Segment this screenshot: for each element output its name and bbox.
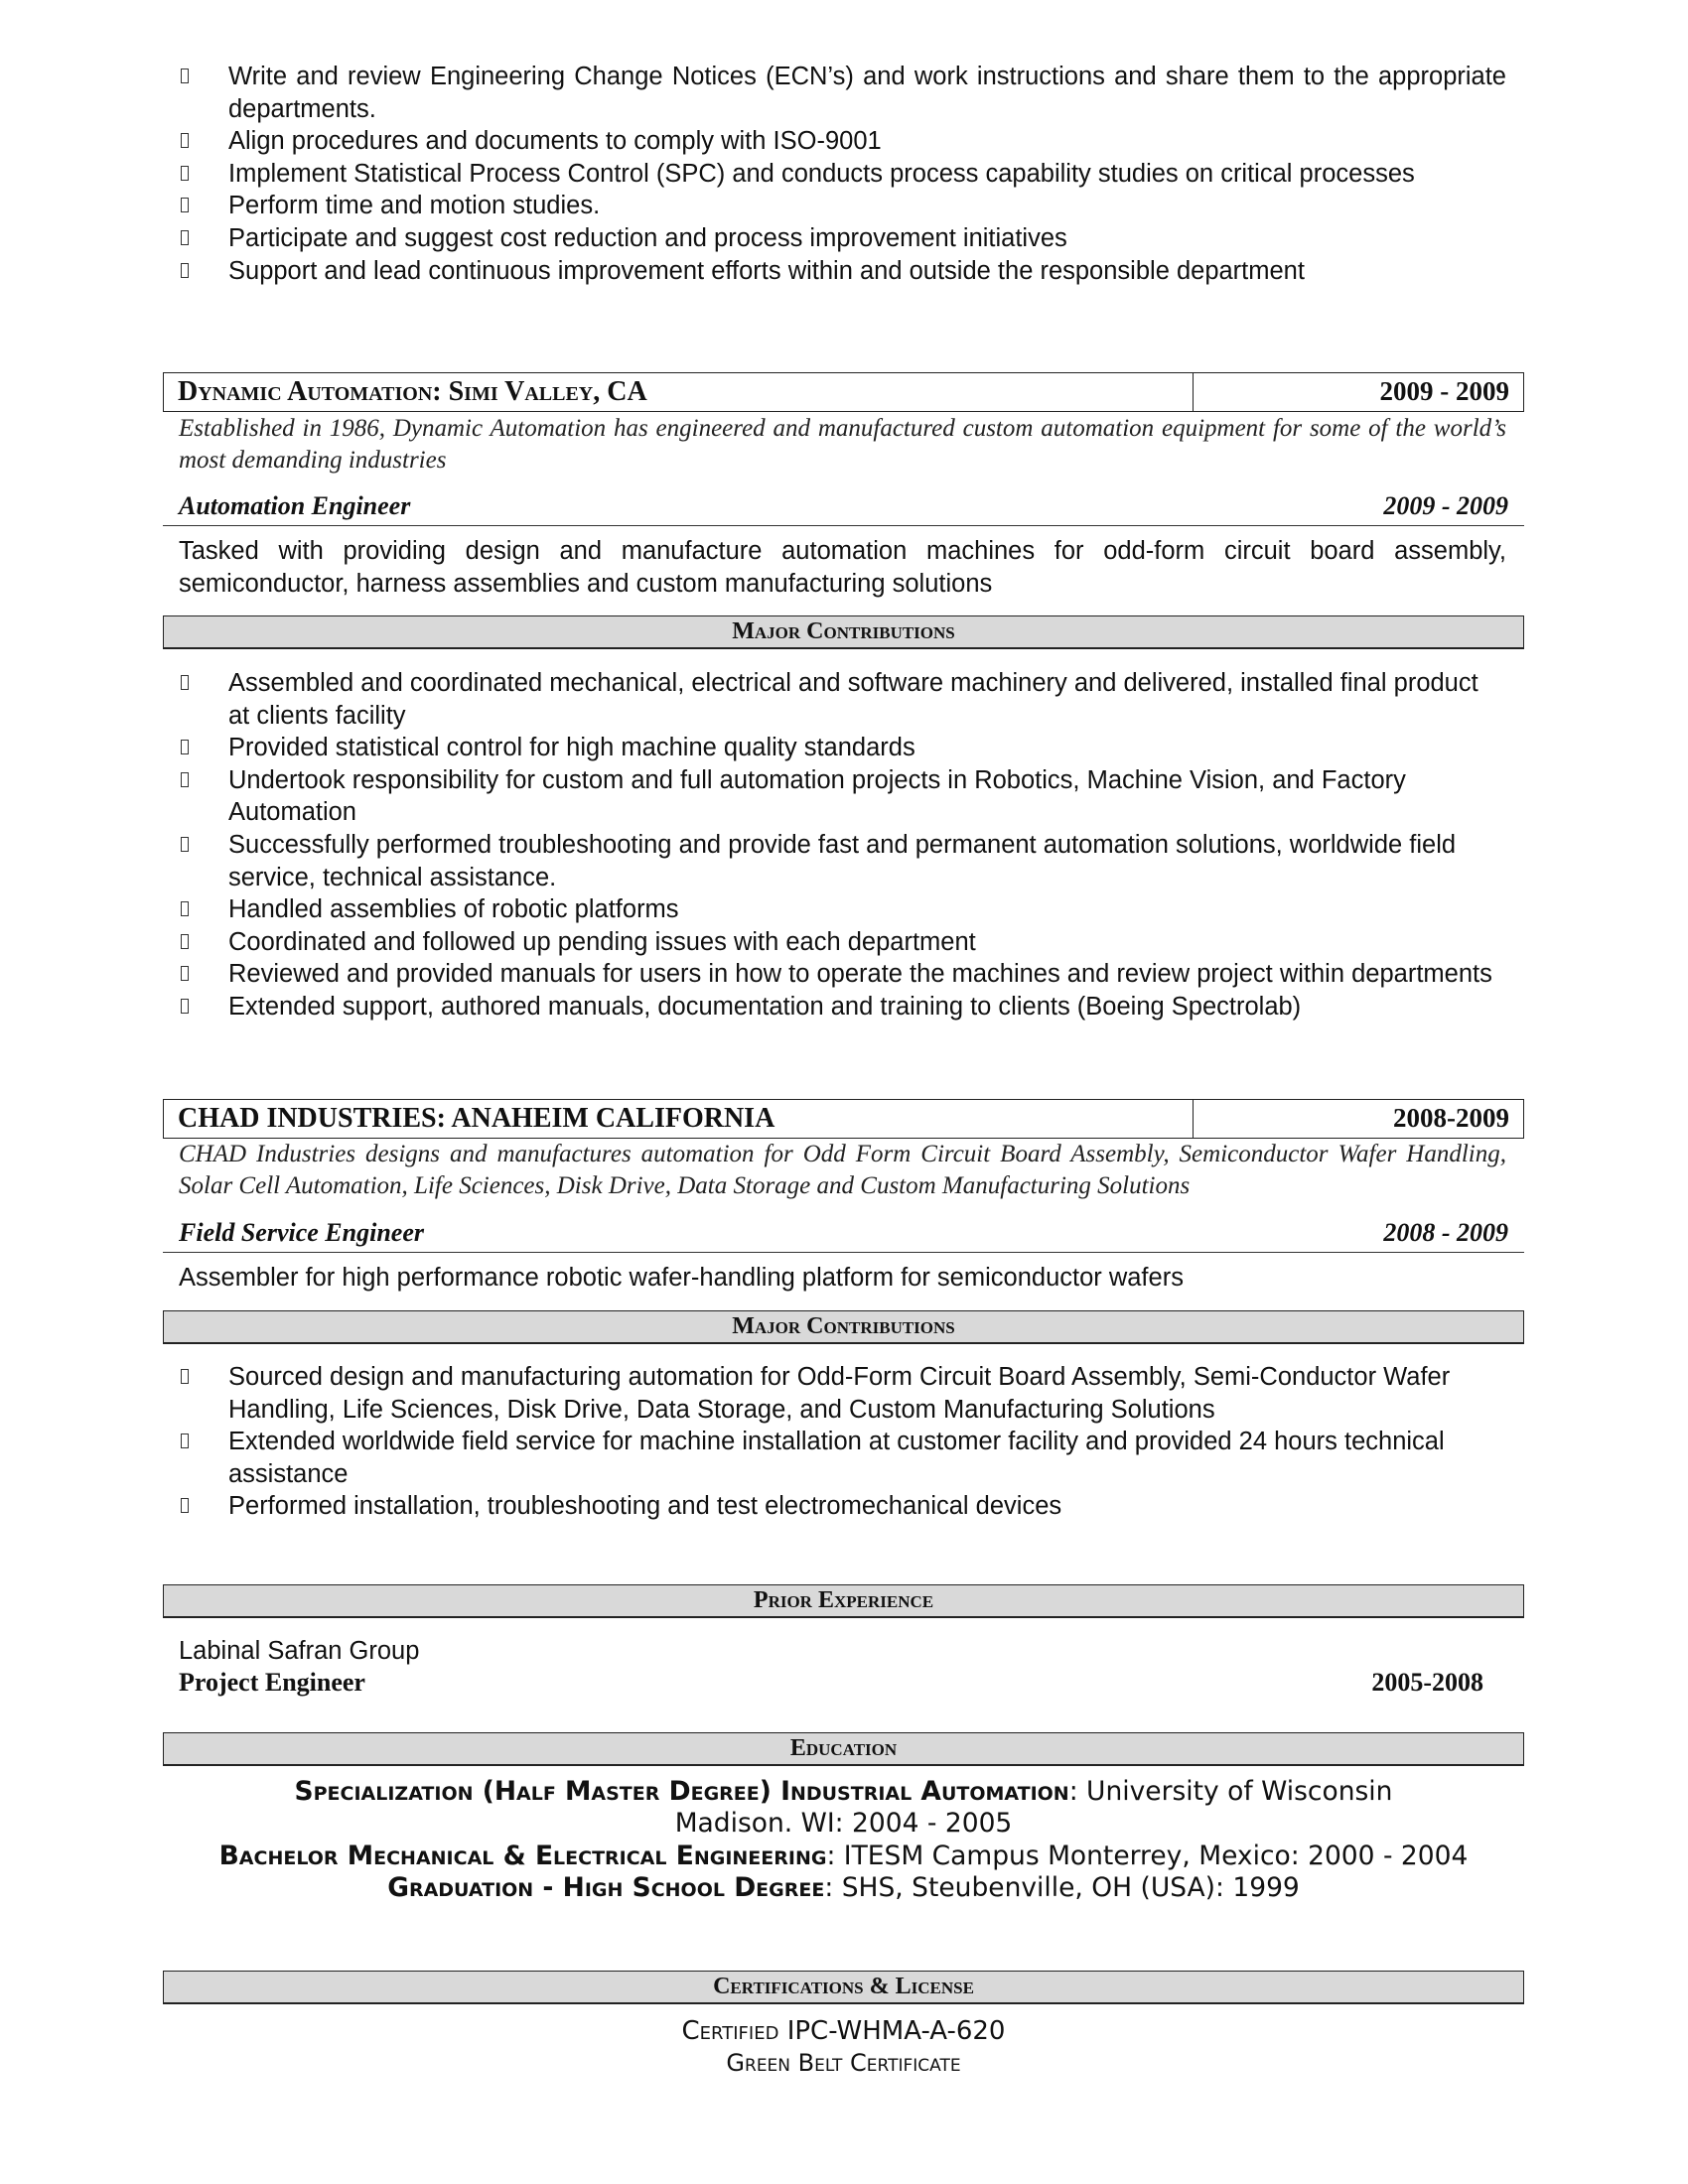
bullet-text: Implement Statistical Process Control (SPC) and conducts process capability studies on critical processes bbox=[228, 159, 1415, 188]
bullet-text: Assembled and coordinated mechanical, electrical and software machinery and delivered, installed final product at clients facility bbox=[228, 669, 1478, 730]
bullet-item bbox=[163, 893, 1506, 926]
bullet-item bbox=[163, 1490, 1506, 1523]
bullet-text: Extended worldwide field service for machine installation at customer facility and provided 24 hours technical assistance bbox=[228, 1428, 1445, 1488]
bullet-text: Sourced design and manufacturing automation for Odd-Form Circuit Board Assembly, Semi-Conductor Wafer Handling, Life Sciences, Disk Drive, Data Storage, and Custom Manufacturing Solutions bbox=[228, 1363, 1451, 1424]
section-bar-education: Education bbox=[163, 1732, 1524, 1766]
bullet-item bbox=[163, 222, 1506, 255]
bullet-item bbox=[163, 958, 1506, 991]
certification-item: Green Belt Certificate bbox=[726, 2049, 961, 2077]
bullet-item bbox=[163, 926, 1506, 959]
bullet-icon bbox=[181, 901, 189, 916]
prior-company: Labinal Safran Group bbox=[179, 1637, 420, 1665]
role-years: 2009 - 2009 bbox=[1383, 491, 1508, 520]
bullet-icon bbox=[181, 230, 189, 245]
company-header-chad bbox=[163, 1099, 1524, 1139]
chad-bullet-list bbox=[163, 1361, 1506, 1523]
bullet-item bbox=[163, 61, 1506, 125]
bullet-icon bbox=[181, 772, 189, 787]
bullet-text: Undertook responsibility for custom and full automation projects in Robotics, Machine Vision, and Factory Automation bbox=[228, 765, 1406, 827]
bullet-icon bbox=[181, 675, 189, 690]
education-entry bbox=[163, 1872, 1524, 1904]
certification-item: Certified IPC-WHMA-A-620 bbox=[681, 2016, 1006, 2046]
bullet-icon bbox=[181, 68, 189, 83]
education-entry bbox=[163, 1841, 1524, 1872]
bullet-text: Write and review Engineering Change Notices (ECN’s) and work instructions and share them to the appropriate departments. bbox=[228, 63, 1506, 123]
bullet-item bbox=[163, 125, 1506, 158]
bullet-text: Participate and suggest cost reduction and process improvement initiatives bbox=[228, 223, 1067, 252]
company-header-dynamic bbox=[163, 372, 1524, 412]
bullet-text: Handled assemblies of robotic platforms bbox=[228, 895, 679, 924]
bullet-icon bbox=[181, 133, 189, 148]
company-name: CHAD INDUSTRIES: ANAHEIM CALIFORNIA bbox=[164, 1100, 1194, 1138]
bullet-icon bbox=[181, 740, 189, 754]
role-title: Field Service Engineer bbox=[179, 1218, 424, 1247]
bullet-icon bbox=[181, 966, 189, 981]
bullet-icon bbox=[181, 1433, 189, 1448]
degree-detail: : SHS, Steubenville, OH (USA): 1999 bbox=[824, 1872, 1300, 1904]
bullet-icon bbox=[181, 1369, 189, 1384]
top-bullet-list bbox=[163, 61, 1506, 287]
bullet-item bbox=[163, 190, 1506, 222]
dynamic-bullet-list bbox=[163, 667, 1506, 1024]
bullet-text: Performed installation, troubleshooting and test electromechanical devices bbox=[228, 1492, 1062, 1521]
degree: Bachelor Mechanical & Electrical Engineering bbox=[218, 1840, 827, 1871]
role-line bbox=[163, 489, 1524, 526]
bullet-icon bbox=[181, 1498, 189, 1513]
degree: Graduation - High School Degree bbox=[387, 1872, 825, 1904]
bullet-text: Successfully performed troubleshooting and provide fast and permanent automation solutions, worldwide field service, technical assistance. bbox=[228, 830, 1457, 891]
prior-role: Project Engineer bbox=[179, 1668, 365, 1697]
bullet-item bbox=[163, 1426, 1506, 1490]
degree: Specialization (Half Master Degree) Industrial Automation bbox=[294, 1776, 1069, 1807]
education-list bbox=[163, 1776, 1524, 1905]
company-description: Established in 1986, Dynamic Automation has engineered and manufactured custom automation equipment for some of the world’s most demanding industries bbox=[179, 415, 1506, 474]
bullet-item bbox=[163, 764, 1506, 829]
company-name: Dynamic Automation: Simi Valley, CA bbox=[164, 373, 1194, 411]
bullet-item bbox=[163, 255, 1506, 288]
company-years: 2009 - 2009 bbox=[1379, 376, 1509, 406]
bullet-item bbox=[163, 158, 1506, 191]
role-title: Automation Engineer bbox=[179, 491, 411, 520]
bullet-icon bbox=[181, 934, 189, 949]
bullet-text: Extended support, authored manuals, documentation and training to clients (Boeing Spectrolab) bbox=[228, 992, 1302, 1021]
bullet-text: Reviewed and provided manuals for users in how to operate the machines and review project within departments bbox=[228, 960, 1492, 989]
bullet-icon bbox=[181, 166, 189, 181]
section-bar-contributions: Major Contributions bbox=[163, 615, 1524, 649]
bullet-text: Provided statistical control for high machine quality standards bbox=[228, 734, 915, 762]
bullet-text: Coordinated and followed up pending issues with each department bbox=[228, 927, 976, 956]
bullet-item bbox=[163, 991, 1506, 1024]
degree-detail: : University of Wisconsin Madison. WI: 2004 - 2005 bbox=[674, 1776, 1393, 1840]
bullet-item bbox=[163, 667, 1506, 732]
prior-years: 2005-2008 bbox=[1371, 1668, 1483, 1697]
bullet-text: Perform time and motion studies. bbox=[228, 192, 601, 220]
section-bar-prior-experience: Prior Experience bbox=[163, 1584, 1524, 1618]
degree-detail: : ITESM Campus Monterrey, Mexico: 2000 - 2004 bbox=[826, 1840, 1469, 1871]
bullet-icon bbox=[181, 263, 189, 278]
education-entry bbox=[163, 1776, 1524, 1841]
role-summary: Tasked with providing design and manufacture automation machines for odd-form circuit board assembly, semiconductor, harness assemblies and custom manufacturing solutions bbox=[179, 537, 1506, 598]
company-description: CHAD Industries designs and manufactures automation for Odd Form Circuit Board Assembly, Semiconductor Wafer Handling, Solar Cell Automation, Life Sciences, Disk Drive, Data Storage and Custom Manufacturing Solutions bbox=[179, 1141, 1506, 1199]
bullet-text: Align procedures and documents to comply with ISO-9001 bbox=[228, 127, 882, 156]
company-years: 2008-2009 bbox=[1393, 1103, 1509, 1133]
role-years: 2008 - 2009 bbox=[1383, 1218, 1508, 1247]
role-summary: Assembler for high performance robotic wafer-handling platform for semiconductor wafers bbox=[179, 1264, 1184, 1292]
bullet-item bbox=[163, 829, 1506, 893]
bullet-icon bbox=[181, 837, 189, 852]
role-line bbox=[163, 1216, 1524, 1253]
section-bar-contributions: Major Contributions bbox=[163, 1310, 1524, 1344]
bullet-item bbox=[163, 732, 1506, 764]
bullet-icon bbox=[181, 198, 189, 212]
bullet-item bbox=[163, 1361, 1506, 1426]
bullet-icon bbox=[181, 999, 189, 1014]
bullet-text: Support and lead continuous improvement efforts within and outside the responsible department bbox=[228, 256, 1305, 285]
section-bar-certifications: Certifications & License bbox=[163, 1971, 1524, 2004]
